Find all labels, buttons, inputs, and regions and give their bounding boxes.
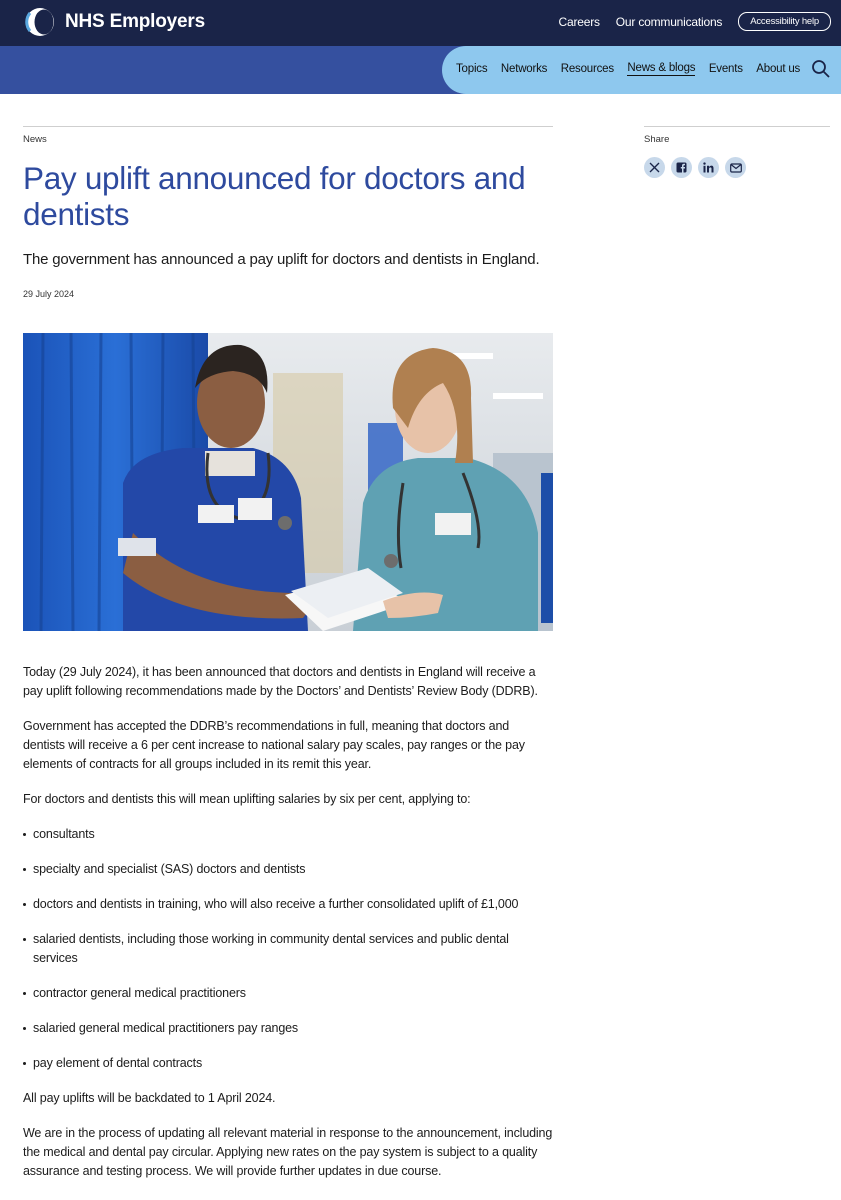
brand-name: NHS Employers: [65, 11, 205, 32]
nhs-employers-logo[interactable]: [24, 7, 205, 37]
list-item: salaried general medical practitioners pay ranges: [23, 1019, 553, 1038]
article-body: [23, 663, 553, 1197]
list-item: consultants: [23, 825, 553, 844]
section-label: News: [23, 134, 47, 145]
linkedin-icon[interactable]: [698, 157, 719, 178]
body-paragraph: Government has accepted the DDRB’s recommendations in full, meaning that doctors and dentists will receive a 6 per cent increase to national salary pay scales, pay ranges or the pay elements of contracts for all groups included in its remit this year.: [23, 719, 525, 771]
article-standfirst: The government has announced a pay uplift for doctors and dentists in England.: [23, 251, 540, 268]
list-item: salaried dentists, including those working in community dental services and public dental services: [23, 930, 553, 968]
list-item: contractor general medical practitioners: [23, 984, 553, 1003]
article-hero-image: [23, 333, 553, 631]
uplift-list: [23, 825, 553, 1073]
main-nav-bar: [0, 46, 841, 94]
top-bar: [0, 0, 841, 46]
x-icon[interactable]: [644, 157, 665, 178]
careers-link[interactable]: Careers: [558, 14, 600, 29]
body-paragraph: All pay uplifts will be backdated to 1 April 2024.: [23, 1091, 276, 1105]
accessibility-help-button[interactable]: Accessibility help: [738, 12, 831, 31]
main-nav: [456, 62, 814, 76]
nav-networks[interactable]: Networks: [500, 63, 548, 75]
nav-topics[interactable]: Topics: [456, 63, 488, 75]
utility-links: [543, 12, 831, 31]
email-icon[interactable]: [725, 157, 746, 178]
body-paragraph: Today (29 July 2024), it has been announced that doctors and dentists in England will receive a pay uplift following recommendations made by the Doctors’ and Dentists’ Review Body (DDRB).: [23, 665, 538, 698]
nav-events[interactable]: Events: [708, 63, 743, 75]
page-title: Pay uplift announced for doctors and dentists: [23, 160, 526, 232]
share-divider: [644, 126, 830, 127]
facebook-icon[interactable]: [671, 157, 692, 178]
list-item: pay element of dental contracts: [23, 1054, 553, 1073]
publish-date: 29 July 2024: [23, 289, 75, 299]
share-label: Share: [644, 134, 670, 145]
body-paragraph: We are in the process of updating all relevant material in response to the announcement, including the medical and dental pay circular. Applying new rates on the pay system is subject to a quality assurance and testing process. We will provide further updates in due course.: [23, 1126, 553, 1178]
nav-about-us[interactable]: About us: [756, 63, 801, 75]
our-communications-link[interactable]: Our communications: [615, 14, 723, 29]
list-item: specialty and specialist (SAS) doctors and dentists: [23, 860, 553, 879]
share-buttons: [644, 157, 752, 178]
nav-resources[interactable]: Resources: [560, 63, 614, 75]
list-item: doctors and dentists in training, who will also receive a further consolidated uplift of £1,000: [23, 895, 553, 914]
search-icon[interactable]: [811, 59, 831, 79]
nav-news-blogs[interactable]: News & blogs: [627, 62, 696, 74]
article-divider: [23, 126, 553, 127]
body-paragraph: For doctors and dentists this will mean uplifting salaries by six per cent, applying to:: [23, 792, 471, 806]
logo-mark-icon: [24, 7, 57, 37]
